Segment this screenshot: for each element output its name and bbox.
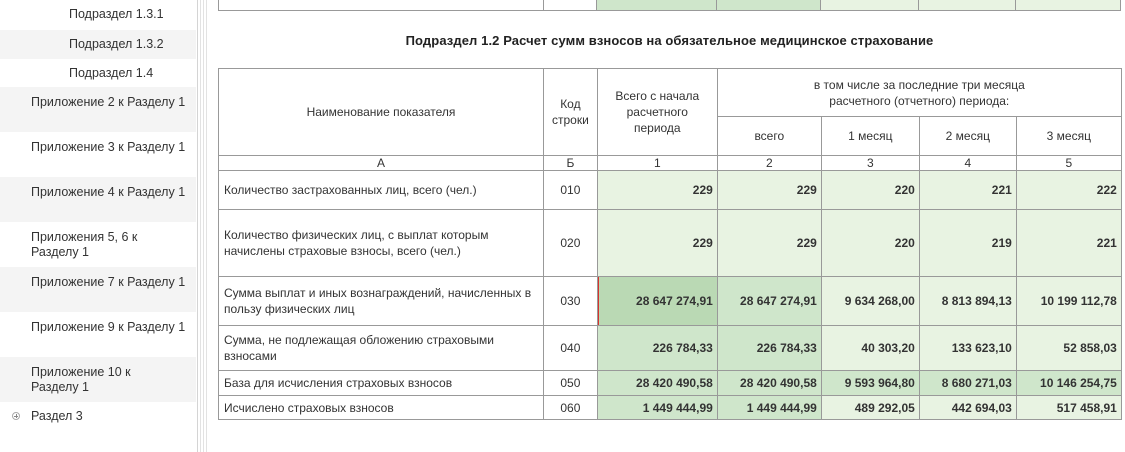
tree-item-label: Подраздел 1.3.2: [69, 37, 164, 51]
table-row-040: [219, 326, 1122, 371]
value-cell[interactable]: 221: [919, 171, 1016, 210]
tree-item-label: Приложение 4 к Разделу 1: [31, 185, 186, 199]
value-cell[interactable]: 1 449 444,99: [717, 396, 821, 420]
header-month-2: 2 месяц: [919, 117, 1016, 156]
header-row-code: Код строки: [544, 69, 598, 156]
tree-item-label: Приложение 2 к Разделу 1: [31, 95, 186, 109]
row-name: Сумма, не подлежащая обложению страховыми взносами: [219, 326, 544, 371]
tree-item-appendix-9[interactable]: [0, 312, 196, 357]
value-cell[interactable]: 222: [1016, 171, 1121, 210]
tree-item-label: Приложение 7 к Разделу 1: [31, 275, 186, 289]
tree-item-appendix-4[interactable]: [0, 177, 196, 222]
row-code: 010: [544, 171, 598, 210]
header-all: всего: [717, 117, 821, 156]
value-cell[interactable]: 229: [717, 171, 821, 210]
tree-item-label: Приложение 3 к Разделу 1: [31, 140, 186, 154]
value-cell[interactable]: 517 458,91: [1016, 396, 1121, 420]
value-cell[interactable]: 229: [717, 210, 821, 277]
value-cell[interactable]: 28 420 490,58: [717, 371, 821, 396]
row-code: 040: [544, 326, 598, 371]
value-cell[interactable]: 489 292,05: [821, 396, 919, 420]
value-cell[interactable]: 8 680 271,03: [919, 371, 1016, 396]
column-letter: 4: [919, 156, 1016, 171]
value-cell[interactable]: 9 634 268,00: [821, 277, 919, 326]
column-letter: А: [219, 156, 544, 171]
row-name: Исчислено страховых взносов: [219, 396, 544, 420]
row-name: База для исчисления страховых взносов: [219, 371, 544, 396]
value-cell[interactable]: 226 784,33: [597, 326, 717, 371]
value-cell[interactable]: 1 449 444,99: [597, 396, 717, 420]
row-name: Количество физических лиц, с выплат которым начислены страховые взносы, всего (чел.): [219, 210, 544, 277]
tree-item-subsection-1-3-2[interactable]: [0, 30, 196, 59]
navigation-tree: [0, 0, 196, 452]
tree-item-section-3[interactable]: [0, 402, 196, 430]
panel-splitter-handle[interactable]: [200, 0, 208, 452]
row-code: 060: [544, 396, 598, 420]
tree-item-appendix-10[interactable]: [0, 357, 196, 402]
tree-item-label: Приложение 9 к Разделу 1: [31, 320, 186, 334]
value-cell[interactable]: 40 303,20: [821, 326, 919, 371]
tree-item-appendix-2[interactable]: [0, 87, 196, 132]
tree-item-appendix-3[interactable]: [0, 132, 196, 177]
expand-plus-icon[interactable]: [12, 412, 20, 420]
column-letters-row: [219, 156, 1122, 171]
value-cell[interactable]: 52 858,03: [1016, 326, 1121, 371]
row-code: 020: [544, 210, 598, 277]
header-month-3: 3 месяц: [1016, 117, 1121, 156]
table-row-010: [219, 171, 1122, 210]
value-cell[interactable]: 442 694,03: [919, 396, 1016, 420]
tree-item-label: Подраздел 1.4: [69, 66, 154, 80]
value-cell[interactable]: 10 199 112,78: [1016, 277, 1121, 326]
column-letter: Б: [544, 156, 598, 171]
tree-item-subsection-1-3-1[interactable]: [0, 0, 196, 30]
tree-item-label: Раздел 3: [31, 409, 83, 423]
value-cell[interactable]: 220: [821, 171, 919, 210]
value-cell[interactable]: 133 623,10: [919, 326, 1016, 371]
tree-item-label: Приложение 10 к Разделу 1: [31, 365, 131, 394]
section-title: Подраздел 1.2 Расчет сумм взносов на обязательное медицинское страхование: [405, 33, 934, 48]
header-total-period: Всего с начала расчетного периода: [597, 69, 717, 156]
tree-item-label: Приложения 5, 6 к Разделу 1: [31, 230, 138, 259]
table-row-050: [219, 371, 1122, 396]
tree-item-label: Подраздел 1.3.1: [69, 7, 164, 21]
value-cell[interactable]: 226 784,33: [717, 326, 821, 371]
row-code: 050: [544, 371, 598, 396]
selected-value-cell[interactable]: 28 647 274,91: [597, 277, 717, 326]
contributions-table: [218, 68, 1122, 420]
tree-item-appendix-7[interactable]: [0, 267, 196, 312]
column-letter: 3: [821, 156, 919, 171]
header-indicator-name: Наименование показателя: [219, 69, 544, 156]
value-cell[interactable]: 220: [821, 210, 919, 277]
header-last-three-months: в том числе за последние три месяца расчетного (отчетного) периода:: [717, 69, 1121, 117]
tree-item-appendix-5-6[interactable]: [0, 222, 196, 267]
table-row-060: [219, 396, 1122, 420]
column-letter: 2: [717, 156, 821, 171]
value-cell[interactable]: 221: [1016, 210, 1121, 277]
value-cell[interactable]: 219: [919, 210, 1016, 277]
tree-item-subsection-1-4[interactable]: [0, 59, 196, 87]
sidebar-border: [197, 0, 198, 452]
row-code: 030: [544, 277, 598, 326]
value-cell[interactable]: 8 813 894,13: [919, 277, 1016, 326]
form-content: [214, 0, 1125, 452]
value-cell[interactable]: 9 593 964,80: [821, 371, 919, 396]
row-name: Количество застрахованных лиц, всего (чел.): [219, 171, 544, 210]
previous-table-fragment: [218, 0, 1121, 11]
column-letter: 5: [1016, 156, 1121, 171]
value-cell[interactable]: 10 146 254,75: [1016, 371, 1121, 396]
table-row-030: [219, 277, 1122, 326]
row-name: Сумма выплат и иных вознаграждений, начисленных в пользу физических лиц: [219, 277, 544, 326]
value-cell[interactable]: 229: [597, 171, 717, 210]
value-cell[interactable]: 28 420 490,58: [597, 371, 717, 396]
column-letter: 1: [597, 156, 717, 171]
value-cell[interactable]: 28 647 274,91: [717, 277, 821, 326]
value-cell[interactable]: 229: [597, 210, 717, 277]
table-row-020: [219, 210, 1122, 277]
header-month-1: 1 месяц: [821, 117, 919, 156]
